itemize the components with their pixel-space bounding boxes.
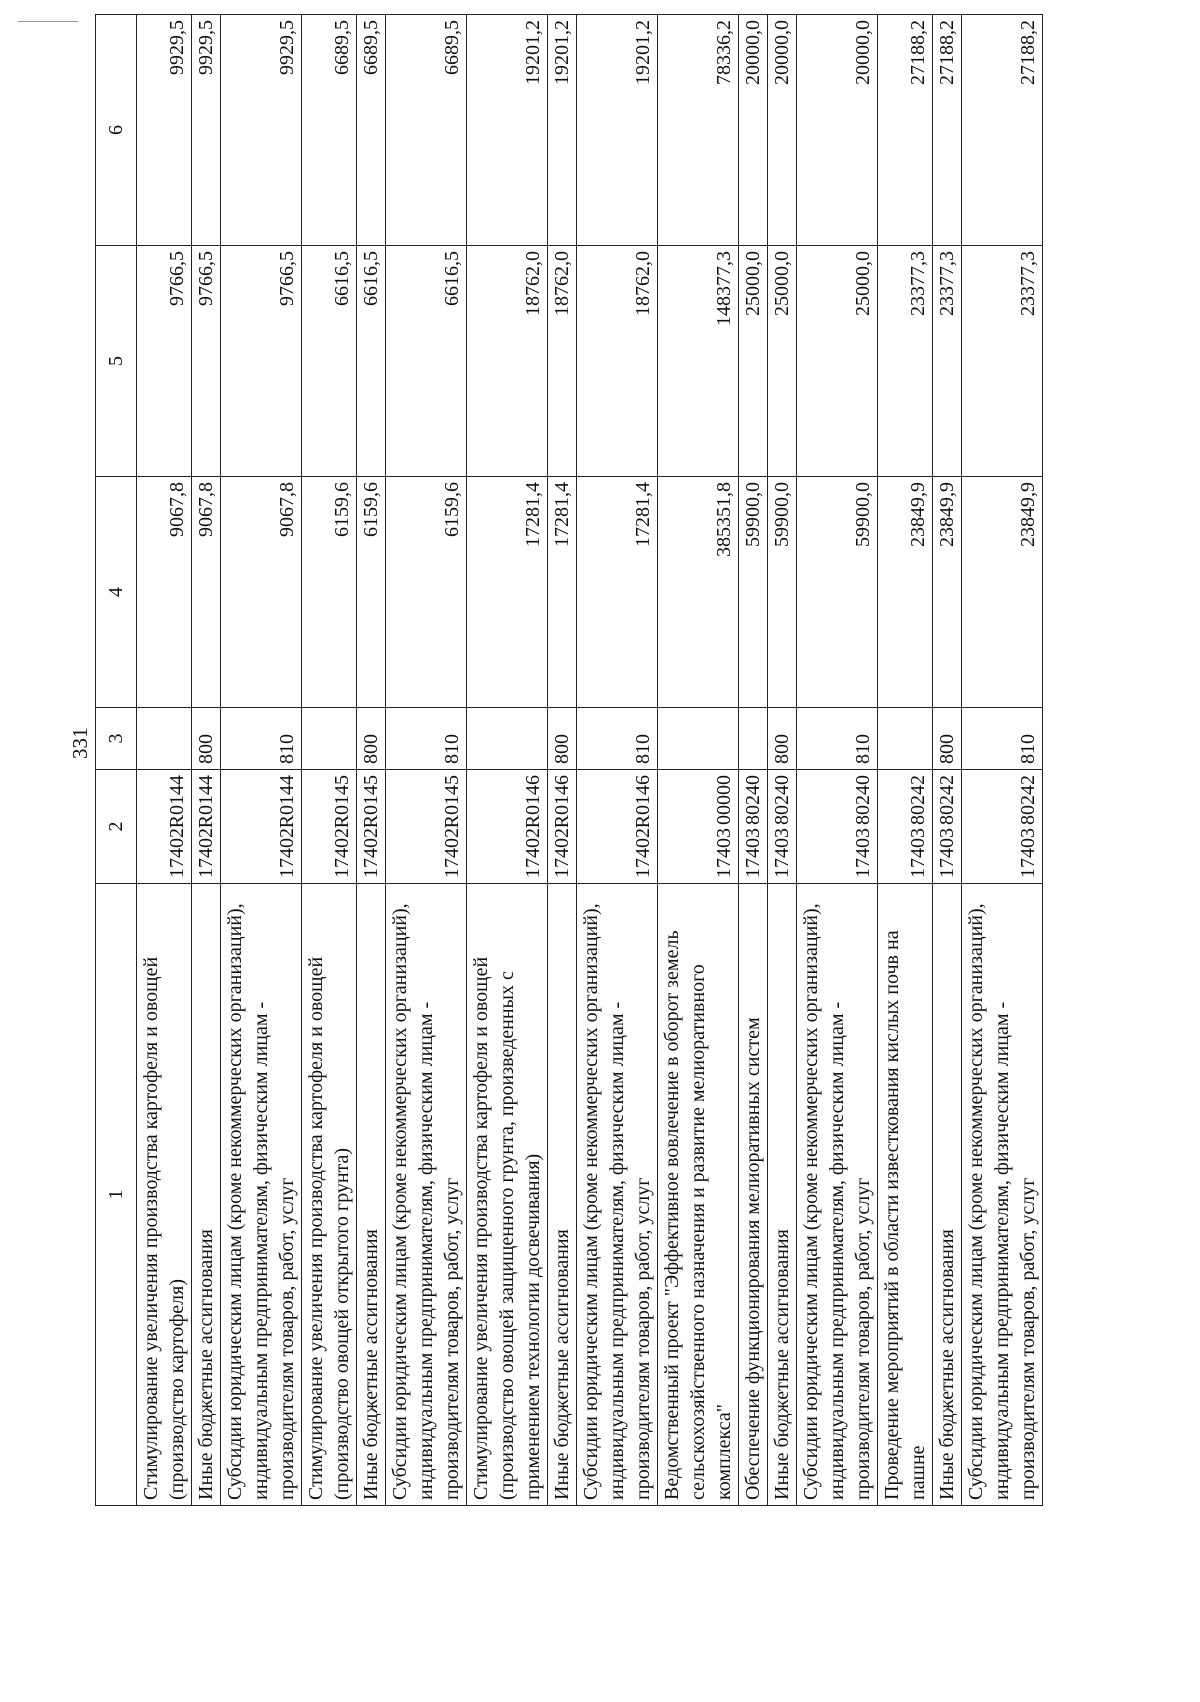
amount-year1-cell: 23849,9 (878, 477, 933, 708)
amount-year1-cell: 17281,4 (548, 477, 577, 708)
expense-type-cell: 800 (768, 708, 797, 770)
table-row (357, 15, 386, 1506)
direction-code: R0146 (551, 775, 573, 829)
expense-type-cell (302, 708, 357, 770)
expense-type-cell (658, 708, 739, 770)
amount-year3-cell: 9929,5 (137, 15, 192, 246)
amount-year2-cell: 9766,5 (221, 246, 302, 477)
direction-code: 80240 (742, 775, 764, 825)
program-code: 17402 (360, 828, 382, 878)
direction-code: R0144 (195, 775, 217, 829)
direction-code: R0144 (276, 775, 298, 829)
table-row (221, 15, 302, 1506)
column-header-year2: 5 (96, 246, 137, 477)
expense-type-cell: 800 (192, 708, 221, 770)
amount-year2-cell: 6616,5 (386, 246, 467, 477)
amount-year1-cell: 23849,9 (933, 477, 962, 708)
row-name-cell: Субсидии юридическим лицам (кроме некоммерческих организаций), индивидуальным предпринимателям, физическим лицам - производителям товаров, работ, услуг (577, 884, 658, 1506)
row-name-cell: Проведение мероприятий в области известкования кислых почв на пашне (878, 884, 933, 1506)
amount-year1-cell: 59900,0 (739, 477, 768, 708)
program-code: 17402 (551, 828, 573, 878)
amount-year1-cell: 59900,0 (768, 477, 797, 708)
target-article-cell (768, 770, 797, 884)
row-name-cell: Иные бюджетные ассигнования (548, 884, 577, 1506)
table-row (386, 15, 467, 1506)
table-row (137, 15, 192, 1506)
amount-year2-cell: 9766,5 (192, 246, 221, 477)
program-code: 17402 (441, 828, 463, 878)
table-row (192, 15, 221, 1506)
program-code: 17403 (936, 828, 958, 878)
target-article-cell (962, 770, 1043, 884)
target-article-cell (797, 770, 878, 884)
program-code: 17402 (331, 828, 353, 878)
row-name-cell: Стимулирование увеличения производства картофеля и овощей (производство картофеля) (137, 884, 192, 1506)
row-name-cell: Иные бюджетные ассигнования (768, 884, 797, 1506)
program-code: 17402 (195, 828, 217, 878)
row-name-cell: Иные бюджетные ассигнования (357, 884, 386, 1506)
direction-code: 00000 (713, 775, 735, 825)
expense-type-cell: 810 (797, 708, 878, 770)
target-article-cell (658, 770, 739, 884)
amount-year3-cell: 9929,5 (192, 15, 221, 246)
amount-year1-cell: 385351,8 (658, 477, 739, 708)
amount-year3-cell: 27188,2 (962, 15, 1043, 246)
table-row (933, 15, 962, 1506)
amount-year3-cell: 6689,5 (386, 15, 467, 246)
direction-code: R0146 (522, 775, 544, 829)
target-article-cell (221, 770, 302, 884)
row-name-cell: Стимулирование увеличения производства картофеля и овощей (производство овощей открытого грунта) (302, 884, 357, 1506)
target-article-cell (137, 770, 192, 884)
program-code: 17403 (771, 828, 793, 878)
direction-code: 80242 (907, 775, 929, 825)
target-article-cell (577, 770, 658, 884)
program-code: 17402 (276, 828, 298, 878)
amount-year2-cell: 6616,5 (302, 246, 357, 477)
amount-year2-cell: 9766,5 (137, 246, 192, 477)
direction-code: 80242 (936, 775, 958, 825)
program-code: 17402 (632, 828, 654, 878)
scan-edge-line (18, 21, 78, 22)
expense-type-cell: 810 (221, 708, 302, 770)
row-name-cell: Субсидии юридическим лицам (кроме некоммерческих организаций), индивидуальным предпринимателям, физическим лицам - производителям товаров, работ, услуг (962, 884, 1043, 1506)
target-article-cell (548, 770, 577, 884)
amount-year1-cell: 6159,6 (357, 477, 386, 708)
table-row (739, 15, 768, 1506)
program-code: 17403 (907, 828, 929, 878)
amount-year3-cell: 27188,2 (878, 15, 933, 246)
amount-year3-cell: 19201,2 (467, 15, 548, 246)
amount-year2-cell: 25000,0 (797, 246, 878, 477)
amount-year1-cell: 17281,4 (467, 477, 548, 708)
row-name-cell: Стимулирование увеличения производства картофеля и овощей (производство овощей защищенного грунта, произведенных с применением технологии досвечивания) (467, 884, 548, 1506)
amount-year2-cell: 18762,0 (467, 246, 548, 477)
amount-year3-cell: 78336,2 (658, 15, 739, 246)
program-code: 17403 (742, 828, 764, 878)
expense-type-cell: 800 (357, 708, 386, 770)
column-header-name: 1 (96, 884, 137, 1506)
table-row (302, 15, 357, 1506)
amount-year2-cell: 18762,0 (577, 246, 658, 477)
expense-type-cell (467, 708, 548, 770)
direction-code: R0145 (360, 775, 382, 829)
amount-year3-cell: 19201,2 (548, 15, 577, 246)
amount-year3-cell: 20000,0 (768, 15, 797, 246)
table-row (768, 15, 797, 1506)
target-article-cell (357, 770, 386, 884)
expense-type-cell: 800 (548, 708, 577, 770)
target-article-cell (192, 770, 221, 884)
expense-type-cell: 810 (577, 708, 658, 770)
amount-year2-cell: 6616,5 (357, 246, 386, 477)
table-row (962, 15, 1043, 1506)
row-name-cell: Субсидии юридическим лицам (кроме некоммерческих организаций), индивидуальным предпринимателям, физическим лицам - производителям товаров, работ, услуг (221, 884, 302, 1506)
direction-code: R0146 (632, 775, 654, 829)
row-name-cell: Иные бюджетные ассигнования (192, 884, 221, 1506)
amount-year1-cell: 9067,8 (221, 477, 302, 708)
target-article-cell (878, 770, 933, 884)
column-header-year1: 4 (96, 477, 137, 708)
table-row (467, 15, 548, 1506)
table-header-row (96, 15, 137, 1506)
amount-year1-cell: 6159,6 (386, 477, 467, 708)
amount-year3-cell: 27188,2 (933, 15, 962, 246)
target-article-cell (739, 770, 768, 884)
column-header-code: 2 (96, 770, 137, 884)
target-article-cell (386, 770, 467, 884)
amount-year3-cell: 6689,5 (357, 15, 386, 246)
target-article-cell (467, 770, 548, 884)
amount-year1-cell: 6159,6 (302, 477, 357, 708)
amount-year3-cell: 20000,0 (739, 15, 768, 246)
column-header-year3: 6 (96, 15, 137, 246)
direction-code: R0145 (441, 775, 463, 829)
expense-type-cell: 810 (386, 708, 467, 770)
expense-type-cell (137, 708, 192, 770)
table-row (548, 15, 577, 1506)
page-number: 331 (68, 727, 92, 759)
row-name-cell: Субсидии юридическим лицам (кроме некоммерческих организаций), индивидуальным предпринимателям, физическим лицам - производителям товаров, работ, услуг (386, 884, 467, 1506)
amount-year3-cell: 19201,2 (577, 15, 658, 246)
direction-code: R0145 (331, 775, 353, 829)
direction-code: 80242 (1017, 775, 1039, 825)
row-name-cell: Иные бюджетные ассигнования (933, 884, 962, 1506)
target-article-cell (302, 770, 357, 884)
amount-year2-cell: 23377,3 (962, 246, 1043, 477)
expense-type-cell: 800 (933, 708, 962, 770)
direction-code: 80240 (852, 775, 874, 825)
expense-type-cell: 810 (962, 708, 1043, 770)
expense-type-cell (878, 708, 933, 770)
table-row (797, 15, 878, 1506)
direction-code: 80240 (771, 775, 793, 825)
program-code: 17403 (713, 828, 735, 878)
program-code: 17402 (166, 828, 188, 878)
amount-year2-cell: 23377,3 (933, 246, 962, 477)
program-code: 17403 (1017, 828, 1039, 878)
amount-year1-cell: 9067,8 (192, 477, 221, 708)
budget-table (95, 14, 1043, 1506)
amount-year1-cell: 17281,4 (577, 477, 658, 708)
amount-year3-cell: 20000,0 (797, 15, 878, 246)
row-name-cell: Обеспечение функционирования мелиоративных систем (739, 884, 768, 1506)
row-name-cell: Ведомственный проект "Эффективное вовлечение в оборот земель сельскохозяйственного назначения и развитие мелиоративного комплекса" (658, 884, 739, 1506)
program-code: 17402 (522, 828, 544, 878)
direction-code: R0144 (166, 775, 188, 829)
program-code: 17403 (852, 828, 874, 878)
amount-year2-cell: 148377,3 (658, 246, 739, 477)
table-row (577, 15, 658, 1506)
table-body (137, 15, 1043, 1506)
amount-year2-cell: 25000,0 (768, 246, 797, 477)
amount-year3-cell: 9929,5 (221, 15, 302, 246)
table-row (658, 15, 739, 1506)
expense-type-cell (739, 708, 768, 770)
row-name-cell: Субсидии юридическим лицам (кроме некоммерческих организаций), индивидуальным предпринимателям, физическим лицам - производителям товаров, работ, услуг (797, 884, 878, 1506)
amount-year1-cell: 9067,8 (137, 477, 192, 708)
target-article-cell (933, 770, 962, 884)
amount-year2-cell: 23377,3 (878, 246, 933, 477)
amount-year3-cell: 6689,5 (302, 15, 357, 246)
table-row (878, 15, 933, 1506)
amount-year2-cell: 18762,0 (548, 246, 577, 477)
column-header-type: 3 (96, 708, 137, 770)
amount-year2-cell: 25000,0 (739, 246, 768, 477)
amount-year1-cell: 23849,9 (962, 477, 1043, 708)
amount-year1-cell: 59900,0 (797, 477, 878, 708)
